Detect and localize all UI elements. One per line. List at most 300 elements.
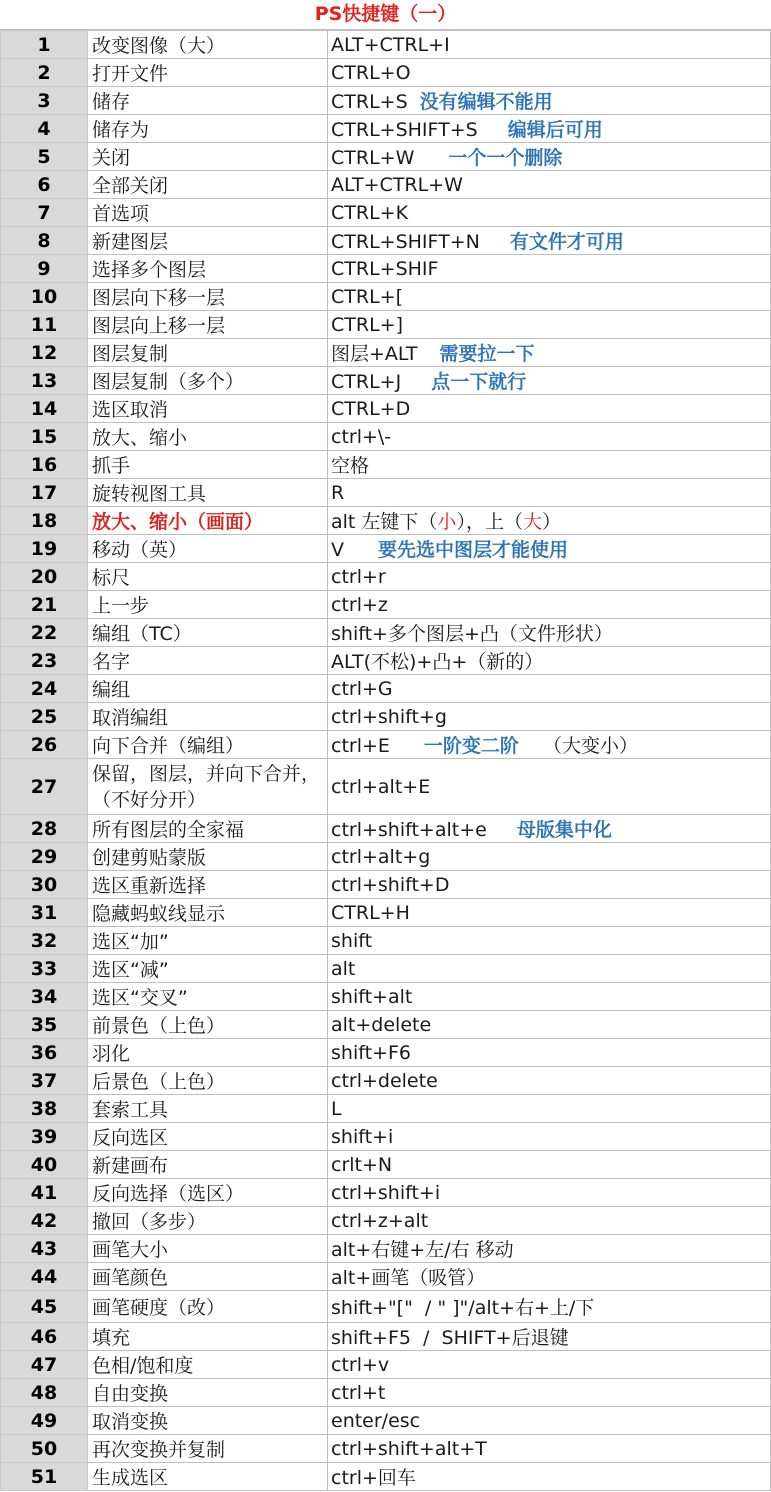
- table-row: [1, 1207, 771, 1235]
- key-text: CTRL+H: [331, 901, 410, 924]
- shortcut-function: [88, 1351, 328, 1379]
- table-row: [1, 451, 771, 479]
- shortcut-keys: [328, 1151, 771, 1179]
- function-label: 编组（TC）: [92, 623, 192, 645]
- shortcut-keys: [328, 675, 771, 703]
- row-number: 11: [1, 311, 88, 339]
- table-row: [1, 1011, 771, 1039]
- row-number: 19: [1, 535, 88, 563]
- function-label: 改变图像（大）: [92, 35, 226, 57]
- shortcut-keys: [328, 115, 771, 143]
- shortcut-keys: [328, 1263, 771, 1291]
- shortcut-function: [88, 1123, 328, 1151]
- key-text: alt 左键下（: [331, 511, 438, 533]
- shortcut-keys: [328, 227, 771, 255]
- function-label: 选择多个图层: [92, 259, 207, 281]
- table-row: [1, 87, 771, 115]
- row-number: 36: [1, 1039, 88, 1067]
- table-row: [1, 311, 771, 339]
- function-label: 保留，图层，并向下合并，（不好分开）: [92, 762, 321, 811]
- function-label: 上一步: [92, 595, 150, 617]
- table-row: [1, 731, 771, 759]
- row-number: 51: [1, 1463, 88, 1491]
- function-label: 前景色（上色）: [92, 1015, 226, 1037]
- function-label: 图层向上移一层: [92, 315, 226, 337]
- shortcut-keys: [328, 927, 771, 955]
- function-label: 反向选区: [92, 1127, 169, 1149]
- key-text: CTRL+D: [331, 397, 411, 420]
- function-label: 选区取消: [92, 399, 169, 421]
- shortcut-function: [88, 843, 328, 871]
- shortcut-function: [88, 1263, 328, 1291]
- shortcut-function: [88, 1095, 328, 1123]
- shortcut-function: [88, 983, 328, 1011]
- shortcut-keys: [328, 591, 771, 619]
- row-number: 35: [1, 1011, 88, 1039]
- shortcut-keys: [328, 759, 771, 815]
- key-text: ctrl+G: [331, 677, 393, 700]
- table-row: [1, 1151, 771, 1179]
- note-text: 一阶变二阶: [423, 735, 519, 757]
- function-label: 填充: [92, 1327, 131, 1349]
- row-number: 2: [1, 59, 88, 87]
- shortcut-function: [88, 283, 328, 311]
- function-label: 反向选择（选区）: [92, 1183, 245, 1205]
- shortcut-function: [88, 675, 328, 703]
- key-text: shift+F6: [331, 1041, 411, 1064]
- row-number: 5: [1, 143, 88, 171]
- row-number: 43: [1, 1235, 88, 1263]
- row-number: 7: [1, 199, 88, 227]
- shortcut-keys: [328, 339, 771, 367]
- function-label: 标尺: [92, 567, 131, 589]
- function-label: 名字: [92, 651, 131, 673]
- function-label: 画笔颜色: [92, 1267, 169, 1289]
- shortcut-keys: [328, 255, 771, 283]
- table-row: [1, 479, 771, 507]
- table-row: [1, 1291, 771, 1323]
- table-row: [1, 1407, 771, 1435]
- key-text: CTRL+SHIFT+N: [331, 231, 480, 253]
- shortcut-function: [88, 339, 328, 367]
- table-row: [1, 1379, 771, 1407]
- key-text: ctrl+shift+g: [331, 705, 447, 728]
- key-text: alt: [331, 957, 356, 980]
- table-row: [1, 1435, 771, 1463]
- key-text: enter/esc: [331, 1409, 421, 1432]
- function-label: 取消编组: [92, 707, 169, 729]
- key-text: ctrl+回车: [331, 1467, 416, 1489]
- key-text: CTRL+S: [331, 91, 408, 113]
- key-text: ctrl+t: [331, 1381, 386, 1404]
- key-text: ctrl+r: [331, 565, 386, 588]
- key-text: CTRL+W: [331, 147, 415, 169]
- shortcut-keys: [328, 1123, 771, 1151]
- row-number: 6: [1, 171, 88, 199]
- key-text: V: [331, 539, 344, 561]
- table-row: [1, 1095, 771, 1123]
- shortcut-function: [88, 451, 328, 479]
- key-text: ctrl+alt+E: [331, 775, 431, 798]
- row-number: 23: [1, 647, 88, 675]
- shortcut-function: [88, 311, 328, 339]
- shortcut-function: [88, 927, 328, 955]
- key-text: shift+i: [331, 1125, 394, 1148]
- table-row: [1, 591, 771, 619]
- function-label: 隐藏蚂蚁线显示: [92, 903, 226, 925]
- table-row: [1, 871, 771, 899]
- function-label: 画笔大小: [92, 1239, 169, 1261]
- table-row: [1, 339, 771, 367]
- table-row: [1, 255, 771, 283]
- note-text: 需要拉一下: [439, 343, 535, 365]
- shortcut-function: [88, 1407, 328, 1435]
- row-number: 29: [1, 843, 88, 871]
- table-row: [1, 955, 771, 983]
- function-label: 打开文件: [92, 63, 169, 85]
- key-text: crlt+N: [331, 1153, 393, 1176]
- shortcut-keys: [328, 983, 771, 1011]
- table-row: [1, 171, 771, 199]
- shortcut-keys: [328, 1179, 771, 1207]
- row-number: 22: [1, 619, 88, 647]
- shortcut-keys: [328, 479, 771, 507]
- shortcut-keys: [328, 143, 771, 171]
- row-number: 50: [1, 1435, 88, 1463]
- function-label: 全部关闭: [92, 175, 169, 197]
- row-number: 40: [1, 1151, 88, 1179]
- key-text: ALT+CTRL+I: [331, 33, 450, 56]
- shortcut-keys: [328, 1291, 771, 1323]
- key-text: alt+画笔（吸管）: [331, 1267, 486, 1289]
- row-number: 10: [1, 283, 88, 311]
- shortcut-keys: [328, 871, 771, 899]
- shortcut-keys: [328, 1067, 771, 1095]
- function-label: 选区重新选择: [92, 875, 207, 897]
- shortcut-function: [88, 1291, 328, 1323]
- shortcut-keys: [328, 703, 771, 731]
- function-label: 新建图层: [92, 231, 169, 253]
- shortcut-function: [88, 563, 328, 591]
- row-number: 48: [1, 1379, 88, 1407]
- function-label: 后景色（上色）: [92, 1071, 226, 1093]
- table-row: [1, 199, 771, 227]
- table-row: [1, 1323, 771, 1351]
- function-label: 放大、缩小: [92, 427, 188, 449]
- row-number: 42: [1, 1207, 88, 1235]
- key-text: ctrl+z: [331, 593, 388, 616]
- key-text: ctrl+\-: [331, 425, 392, 448]
- table-row: [1, 843, 771, 871]
- shortcut-function: [88, 1323, 328, 1351]
- table-row: [1, 1351, 771, 1379]
- row-number: 32: [1, 927, 88, 955]
- row-number: 3: [1, 87, 88, 115]
- sheet-title: PS快捷键（一）: [0, 0, 771, 30]
- shortcut-function: [88, 59, 328, 87]
- row-number: 15: [1, 423, 88, 451]
- shortcut-function: [88, 1235, 328, 1263]
- shortcut-keys: [328, 1095, 771, 1123]
- table-row: [1, 647, 771, 675]
- shortcut-function: [88, 479, 328, 507]
- key-text: CTRL+O: [331, 61, 411, 84]
- shortcut-keys: [328, 1323, 771, 1351]
- shortcut-function: [88, 395, 328, 423]
- function-label: 再次变换并复制: [92, 1439, 226, 1461]
- note-text: 一个一个删除: [448, 147, 563, 169]
- row-number: 44: [1, 1263, 88, 1291]
- row-number: 33: [1, 955, 88, 983]
- shortcut-keys: [328, 1207, 771, 1235]
- table-row: [1, 675, 771, 703]
- key-text: shift: [331, 929, 373, 952]
- table-row: [1, 619, 771, 647]
- shortcut-keys: [328, 1379, 771, 1407]
- shortcut-function: [88, 1379, 328, 1407]
- shortcut-keys: [328, 507, 771, 535]
- key-text: ctrl+E: [331, 735, 390, 757]
- function-label: 取消变换: [92, 1411, 169, 1433]
- table-row: [1, 143, 771, 171]
- shortcut-function: [88, 1435, 328, 1463]
- row-number: 17: [1, 479, 88, 507]
- shortcut-keys: [328, 395, 771, 423]
- key-text: shift+alt: [331, 985, 413, 1008]
- key-text: 图层+ALT: [331, 343, 418, 365]
- row-number: 41: [1, 1179, 88, 1207]
- key-text: alt+delete: [331, 1013, 432, 1036]
- table-row: [1, 759, 771, 815]
- table-row: [1, 1039, 771, 1067]
- shortcut-keys: [328, 843, 771, 871]
- key-text: CTRL+SHIFT+S: [331, 119, 478, 141]
- table-row: [1, 1179, 771, 1207]
- key-text: ctrl+shift+alt+T: [331, 1437, 487, 1460]
- shortcut-keys: [328, 563, 771, 591]
- shortcut-keys: [328, 451, 771, 479]
- shortcut-function: [88, 871, 328, 899]
- shortcut-function: [88, 1207, 328, 1235]
- note-text: 编辑后可用: [507, 119, 603, 141]
- table-row: [1, 983, 771, 1011]
- shortcut-function: [88, 619, 328, 647]
- function-label: 选区“交叉”: [92, 987, 188, 1009]
- shortcut-keys: [328, 535, 771, 563]
- row-number: 4: [1, 115, 88, 143]
- shortcut-function: [88, 507, 328, 535]
- note-text: 点一下就行: [431, 371, 527, 393]
- row-number: 13: [1, 367, 88, 395]
- table-row: [1, 283, 771, 311]
- row-number: 34: [1, 983, 88, 1011]
- shortcut-function: [88, 1067, 328, 1095]
- key-text: ctrl+shift+D: [331, 873, 450, 896]
- function-label: 画笔硬度（改）: [92, 1297, 226, 1319]
- function-label: 选区“加”: [92, 931, 169, 953]
- row-number: 25: [1, 703, 88, 731]
- key-text: L: [331, 1097, 342, 1120]
- highlight-text: 大: [522, 511, 542, 533]
- function-label: 自由变换: [92, 1383, 169, 1405]
- function-label: 关闭: [92, 147, 131, 169]
- shortcut-keys: [328, 171, 771, 199]
- function-label: 创建剪贴蒙版: [92, 847, 207, 869]
- note-text: 母版集中化: [516, 819, 612, 841]
- row-number: 12: [1, 339, 88, 367]
- function-label: 生成选区: [92, 1467, 169, 1489]
- shortcut-keys: [328, 311, 771, 339]
- row-number: 24: [1, 675, 88, 703]
- key-text: alt+右键+左/右 移动: [331, 1239, 514, 1261]
- function-label: 储存: [92, 91, 131, 113]
- function-label: 放大、缩小（画面）: [92, 511, 264, 533]
- function-label: 图层复制: [92, 343, 169, 365]
- shortcut-keys: [328, 899, 771, 927]
- table-row: [1, 507, 771, 535]
- note-text: 有文件才可用: [509, 231, 624, 253]
- row-number: 38: [1, 1095, 88, 1123]
- shortcut-keys: [328, 31, 771, 59]
- row-number: 21: [1, 591, 88, 619]
- function-label: 色相/饱和度: [92, 1355, 194, 1377]
- shortcut-keys: [328, 1435, 771, 1463]
- shortcut-keys: [328, 87, 771, 115]
- shortcut-function: [88, 647, 328, 675]
- row-number: 45: [1, 1291, 88, 1323]
- table-row: [1, 1123, 771, 1151]
- shortcut-keys: [328, 731, 771, 759]
- key-text: CTRL+SHIF: [331, 257, 439, 280]
- shortcut-function: [88, 423, 328, 451]
- shortcut-keys: [328, 647, 771, 675]
- key-text: ctrl+z+alt: [331, 1209, 429, 1232]
- shortcut-function: [88, 367, 328, 395]
- shortcut-function: [88, 1463, 328, 1491]
- table-row: [1, 31, 771, 59]
- shortcut-keys: [328, 1039, 771, 1067]
- shortcut-keys: [328, 367, 771, 395]
- shortcut-keys: [328, 619, 771, 647]
- row-number: 26: [1, 731, 88, 759]
- shortcut-keys: [328, 423, 771, 451]
- key-text: ALT(不松)+凸+（新的）: [331, 651, 544, 673]
- row-number: 1: [1, 31, 88, 59]
- table-row: [1, 563, 771, 591]
- row-number: 49: [1, 1407, 88, 1435]
- shortcut-function: [88, 115, 328, 143]
- table-row: [1, 423, 771, 451]
- shortcut-function: [88, 731, 328, 759]
- shortcut-keys: [328, 1351, 771, 1379]
- note-text: 没有编辑不能用: [419, 91, 553, 113]
- shortcut-function: [88, 1151, 328, 1179]
- key-text: CTRL+]: [331, 313, 403, 336]
- key-text: shift+"[" / " ]"/alt+右+上/下: [331, 1297, 595, 1319]
- key-text: ctrl+v: [331, 1353, 390, 1376]
- shortcut-function: [88, 1179, 328, 1207]
- table-row: [1, 899, 771, 927]
- highlight-text: 小: [437, 511, 457, 533]
- key-text: ）: [541, 511, 561, 533]
- shortcut-function: [88, 815, 328, 843]
- row-number: 9: [1, 255, 88, 283]
- key-text: ），上（: [456, 511, 523, 533]
- shortcut-function: [88, 703, 328, 731]
- row-number: 37: [1, 1067, 88, 1095]
- key-text: CTRL+[: [331, 285, 403, 308]
- shortcut-keys: [328, 1407, 771, 1435]
- function-label: 向下合并（编组）: [92, 735, 245, 757]
- shortcut-function: [88, 227, 328, 255]
- shortcut-function: [88, 955, 328, 983]
- table-row: [1, 535, 771, 563]
- function-label: 所有图层的全家福: [92, 819, 245, 841]
- shortcut-function: [88, 535, 328, 563]
- shortcut-function: [88, 31, 328, 59]
- shortcut-table: [0, 30, 771, 1491]
- function-label: 撤回（多步）: [92, 1211, 207, 1233]
- shortcut-function: [88, 255, 328, 283]
- key-text: R: [331, 481, 345, 504]
- shortcut-keys: [328, 199, 771, 227]
- row-number: 8: [1, 227, 88, 255]
- function-label: 抓手: [92, 455, 131, 477]
- shortcut-keys: [328, 815, 771, 843]
- function-label: 移动（英）: [92, 539, 188, 561]
- key-text: 空格: [331, 455, 370, 477]
- shortcut-function: [88, 87, 328, 115]
- shortcut-keys: [328, 59, 771, 87]
- shortcut-keys: [328, 1235, 771, 1263]
- row-number: 16: [1, 451, 88, 479]
- row-number: 47: [1, 1351, 88, 1379]
- table-row: [1, 1067, 771, 1095]
- table-row: [1, 367, 771, 395]
- row-number: 14: [1, 395, 88, 423]
- row-number: 27: [1, 759, 88, 815]
- shortcut-function: [88, 1011, 328, 1039]
- table-row: [1, 115, 771, 143]
- row-number: 20: [1, 563, 88, 591]
- row-number: 30: [1, 871, 88, 899]
- note-text: 要先选中图层才能使用: [378, 539, 569, 561]
- shortcut-keys: [328, 955, 771, 983]
- row-number: 28: [1, 815, 88, 843]
- table-row: [1, 1463, 771, 1491]
- shortcut-function: [88, 143, 328, 171]
- shortcut-function: [88, 171, 328, 199]
- function-label: 套索工具: [92, 1099, 169, 1121]
- shortcut-keys: [328, 283, 771, 311]
- key-text: CTRL+J: [331, 371, 402, 393]
- key-text: shift+多个图层+凸（文件形状）: [331, 623, 613, 645]
- function-label: 旋转视图工具: [92, 483, 207, 505]
- tail-text: （大变小）: [542, 735, 638, 757]
- key-text: CTRL+K: [331, 201, 409, 224]
- table-row: [1, 703, 771, 731]
- table-row: [1, 59, 771, 87]
- function-label: 选区“减”: [92, 959, 169, 981]
- function-label: 新建画布: [92, 1155, 169, 1177]
- row-number: 46: [1, 1323, 88, 1351]
- row-number: 31: [1, 899, 88, 927]
- function-label: 首选项: [92, 203, 150, 225]
- shortcut-function: [88, 1039, 328, 1067]
- shortcut-function: [88, 199, 328, 227]
- key-text: ctrl+alt+g: [331, 845, 431, 868]
- shortcut-keys: [328, 1011, 771, 1039]
